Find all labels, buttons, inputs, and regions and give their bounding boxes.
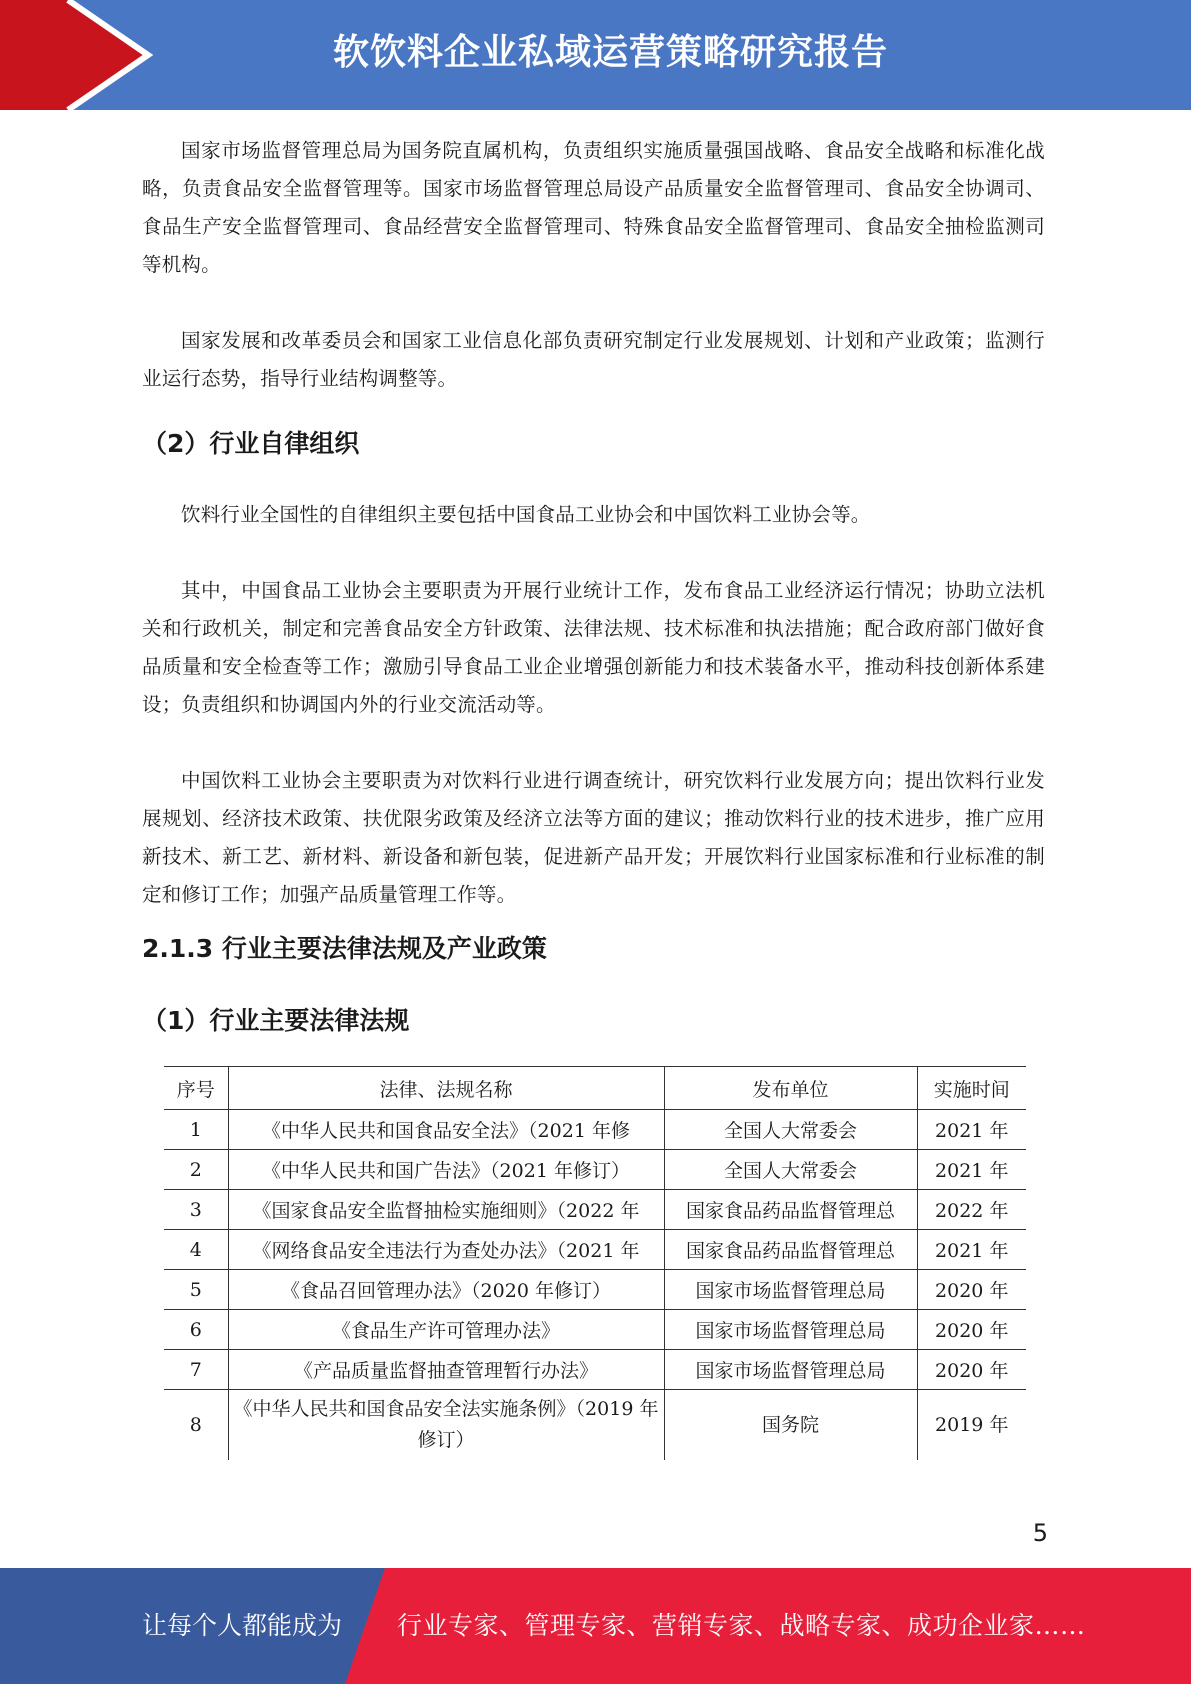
cell-issuer: 国家市场监督管理总局: [664, 1350, 917, 1390]
cell-date: 2022 年: [917, 1190, 1026, 1230]
page-number: 5: [1032, 1519, 1048, 1547]
cell-issuer: 全国人大常委会: [664, 1110, 917, 1150]
table-row: [164, 1350, 1026, 1390]
table-row: [164, 1310, 1026, 1350]
cell-index: 4: [164, 1230, 228, 1270]
header-effective-date: 实施时间: [917, 1067, 1026, 1110]
cell-date: 2020 年: [917, 1270, 1026, 1310]
cell-law-name: 《中华人民共和国食品安全法》（2021 年修: [228, 1110, 664, 1150]
cell-issuer: 全国人大常委会: [664, 1150, 917, 1190]
cell-index: 7: [164, 1350, 228, 1390]
heading-self-regulatory: （2）行业自律组织: [142, 429, 360, 458]
body-text-top: [142, 132, 1045, 398]
table-row: [164, 1230, 1026, 1270]
cell-date: 2020 年: [917, 1350, 1026, 1390]
cell-index: 2: [164, 1150, 228, 1190]
cell-law-name: 《国家食品安全监督抽检实施细则》（2022 年: [228, 1190, 664, 1230]
cell-issuer: 国家市场监督管理总局: [664, 1310, 917, 1350]
cell-issuer: 国务院: [664, 1390, 917, 1461]
cell-index: 8: [189, 1413, 202, 1436]
table-row: [164, 1270, 1026, 1310]
paragraph-self-org: 饮料行业全国性的自律组织主要包括中国食品工业协会和中国饮料工业协会等。: [181, 503, 871, 526]
cell-law-name: 《食品召回管理办法》（2020 年修订）: [228, 1270, 664, 1310]
paragraph-food-assoc: 其中，中国食品工业协会主要职责为开展行业统计工作，发布食品工业经济运行情况；协助立法机关和行政机关，制定和完善食品安全方针政策、法律法规、技术标准和执法措施；配合政府部门做好食品质量和安全检查等工作；激励引导食品工业企业增强创新能力和技术装备水平，推动科技创新体系建设；负责组织和协调国内外的行业交流活动等。: [142, 579, 1045, 716]
cell-issuer: 国家食品药品监督管理总: [664, 1230, 917, 1270]
page-header: [0, 0, 1191, 110]
cell-law-name: 《网络食品安全违法行为查处办法》（2021 年: [228, 1230, 664, 1270]
paragraph-ndrc: 国家发展和改革委员会和国家工业信息化部负责研究制定行业发展规划、计划和产业政策；监测行业运行态势，指导行业结构调整等。: [142, 329, 1045, 390]
page-footer: [0, 1568, 1191, 1684]
cell-issuer: 国家市场监督管理总局: [664, 1270, 917, 1310]
cell-date: 2019 年: [917, 1390, 1026, 1461]
table-header-row: [164, 1067, 1026, 1110]
heading-section-2-1-3: 2.1.3 行业主要法律法规及产业政策: [142, 934, 547, 963]
cell-date: 2021 年: [917, 1230, 1026, 1270]
cell-index: 5: [164, 1270, 228, 1310]
header-index: 序号: [164, 1067, 228, 1110]
cell-law-name: 《食品生产许可管理办法》: [228, 1310, 664, 1350]
heading-main-laws: （1）行业主要法律法规: [142, 1006, 410, 1035]
table-row: [164, 1110, 1026, 1150]
cell-index: 3: [164, 1190, 228, 1230]
header-law-name: 法律、法规名称: [228, 1067, 664, 1110]
report-title: 软饮料企业私域运营策略研究报告: [332, 32, 888, 73]
paragraph-samr: 国家市场监督管理总局为国务院直属机构，负责组织实施质量强国战略、食品安全战略和标准化战略，负责食品安全监督管理等。国家市场监督管理总局设产品质量安全监督管理司、食品安全协调司、食品生产安全监督管理司、食品经营安全监督管理司、特殊食品安全监督管理司、食品安全抽检监测司等机构。: [142, 139, 1045, 276]
cell-index: 6: [164, 1310, 228, 1350]
cell-law-name: 《中华人民共和国食品安全法实施条例》（2019 年修订）: [228, 1390, 664, 1461]
table-row: [164, 1190, 1026, 1230]
cell-issuer: 国家食品药品监督管理总: [664, 1190, 917, 1230]
cell-date: 2020 年: [917, 1310, 1026, 1350]
cell-date: 2021 年: [917, 1150, 1026, 1190]
table-row: [164, 1390, 1026, 1461]
cell-date: 2021 年: [917, 1110, 1026, 1150]
cell-law-name: 《中华人民共和国广告法》（2021 年修订）: [228, 1150, 664, 1190]
cell-index: 1: [164, 1110, 228, 1150]
laws-table: [164, 1066, 1026, 1460]
cell-law-name: 《产品质量监督抽查管理暂行办法》: [228, 1350, 664, 1390]
footer-slogan-right: 行业专家、管理专家、营销专家、战略专家、成功企业家……: [397, 1611, 1086, 1640]
paragraph-beverage-assoc: 中国饮料工业协会主要职责为对饮料行业进行调查统计，研究饮料行业发展方向；提出饮料行业发展规划、经济技术政策、扶优限劣政策及经济立法等方面的建议；推动饮料行业的技术进步，推广应用新技术、新工艺、新材料、新设备和新包装，促进新产品开发；开展饮料行业国家标准和行业标准的制定和修订工作；加强产品质量管理工作等。: [142, 769, 1045, 906]
body-text-middle: [142, 496, 1045, 914]
table-row: [164, 1150, 1026, 1190]
header-issuer: 发布单位: [664, 1067, 917, 1110]
footer-slogan-left: 让每个人都能成为: [142, 1611, 343, 1640]
